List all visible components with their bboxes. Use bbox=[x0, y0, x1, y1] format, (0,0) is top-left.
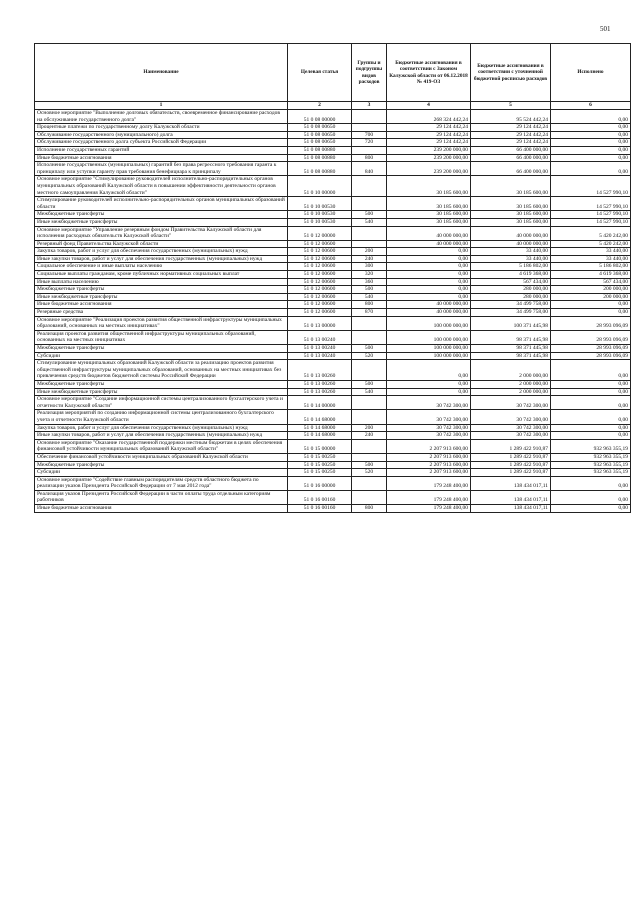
row-name: Иные выплаты населению bbox=[35, 278, 288, 286]
table-row bbox=[35, 330, 631, 344]
row-executed-amount: 5 186 802,00 bbox=[551, 263, 631, 271]
row-law-amount: 2 207 913 600,00 bbox=[387, 453, 471, 461]
row-group-code: 540 bbox=[352, 388, 387, 396]
row-name: Закупка товаров, работ и услуг для обеспечения государственных (муниципальных) нужд bbox=[35, 424, 288, 432]
row-target-code: 51 0 13 00260 bbox=[288, 360, 352, 381]
row-law-amount: 0,00 bbox=[387, 255, 471, 263]
row-group-code: 800 bbox=[352, 154, 387, 162]
row-name: Основное мероприятие "Содействие главным распорядителям средств областного бюджета по реализации указов Президента Российской Федерации от 7 мая 2012 года" bbox=[35, 476, 288, 490]
row-target-code: 51 0 08 00000 bbox=[288, 110, 352, 124]
row-executed-amount: 932 963 355,19 bbox=[551, 453, 631, 461]
table-row bbox=[35, 263, 631, 271]
row-executed-amount: 0,00 bbox=[551, 396, 631, 410]
column-number: 1 bbox=[35, 102, 288, 110]
table-row bbox=[35, 255, 631, 263]
table-row bbox=[35, 248, 631, 256]
row-executed-amount: 4 619 368,00 bbox=[551, 271, 631, 279]
row-law-amount: 100 000 000,00 bbox=[387, 352, 471, 360]
row-target-code: 51 0 12 00600 bbox=[288, 240, 352, 248]
table-row bbox=[35, 432, 631, 440]
row-refined-amount: 30 185 600,00 bbox=[471, 211, 551, 219]
row-executed-amount: 33 440,00 bbox=[551, 248, 631, 256]
table-row bbox=[35, 271, 631, 279]
row-name: Иные закупки товаров, работ и услуг для обеспечения государственных (муниципальных) нужд bbox=[35, 255, 288, 263]
row-law-amount: 29 124 442,24 bbox=[387, 131, 471, 139]
row-group-code: 520 bbox=[352, 352, 387, 360]
row-law-amount: 0,00 bbox=[387, 271, 471, 279]
row-law-amount: 30 742 300,00 bbox=[387, 410, 471, 424]
row-refined-amount: 34 499 758,00 bbox=[471, 309, 551, 317]
table-row bbox=[35, 162, 631, 176]
row-law-amount: 268 324 442,24 bbox=[387, 110, 471, 124]
row-target-code: 51 0 12 00600 bbox=[288, 309, 352, 317]
row-executed-amount: 0,00 bbox=[551, 309, 631, 317]
row-law-amount: 0,00 bbox=[387, 286, 471, 294]
row-target-code: 51 0 13 00240 bbox=[288, 330, 352, 344]
row-law-amount: 100 000 000,00 bbox=[387, 330, 471, 344]
table-row bbox=[35, 439, 631, 453]
row-executed-amount: 28 993 096,09 bbox=[551, 316, 631, 330]
row-law-amount: 0,00 bbox=[387, 293, 471, 301]
row-name: Резервный фонд Правительства Калужской области bbox=[35, 240, 288, 248]
row-executed-amount: 33 440,00 bbox=[551, 255, 631, 263]
row-executed-amount: 5 420 242,00 bbox=[551, 226, 631, 240]
row-name: Межбюджетные трансферты bbox=[35, 345, 288, 353]
row-refined-amount: 30 742 300,00 bbox=[471, 432, 551, 440]
row-executed-amount: 0,00 bbox=[551, 380, 631, 388]
row-target-code: 51 0 14 68000 bbox=[288, 432, 352, 440]
row-executed-amount: 0,00 bbox=[551, 432, 631, 440]
row-refined-amount: 95 524 442,24 bbox=[471, 110, 551, 124]
row-name: Стимулирование муниципальных образований Калужской области за реализацию проектов развития общественной инфраструктуры муниципальных образований, основанных на местных инициативах без привлечения средств бюджетов бюджетной системы Российской Федерации bbox=[35, 360, 288, 381]
row-refined-amount: 66 400 000,00 bbox=[471, 154, 551, 162]
row-executed-amount: 0,00 bbox=[551, 424, 631, 432]
row-refined-amount: 30 185 600,00 bbox=[471, 176, 551, 197]
row-executed-amount: 14 527 990,10 bbox=[551, 197, 631, 211]
row-group-code bbox=[352, 146, 387, 154]
row-executed-amount: 932 963 355,19 bbox=[551, 469, 631, 477]
row-name: Резервные средства bbox=[35, 309, 288, 317]
row-target-code: 51 0 13 00000 bbox=[288, 316, 352, 330]
row-refined-amount: 29 124 442,24 bbox=[471, 139, 551, 147]
table-row bbox=[35, 124, 631, 132]
row-target-code: 51 0 16 00000 bbox=[288, 476, 352, 490]
row-refined-amount: 280 000,00 bbox=[471, 293, 551, 301]
row-law-amount: 2 207 913 600,00 bbox=[387, 461, 471, 469]
row-name: Обслуживание государственного (муниципального) долга bbox=[35, 131, 288, 139]
row-law-amount: 30 185 600,00 bbox=[387, 176, 471, 197]
row-law-amount: 239 200 000,00 bbox=[387, 162, 471, 176]
table-row bbox=[35, 293, 631, 301]
table-row bbox=[35, 453, 631, 461]
row-law-amount: 40 000 000,00 bbox=[387, 301, 471, 309]
row-refined-amount: 2 000 000,00 bbox=[471, 380, 551, 388]
row-law-amount: 0,00 bbox=[387, 360, 471, 381]
table-row bbox=[35, 380, 631, 388]
row-refined-amount: 1 289 422 910,87 bbox=[471, 469, 551, 477]
row-target-code: 51 0 10 00530 bbox=[288, 197, 352, 211]
table-row bbox=[35, 146, 631, 154]
row-executed-amount: 5 420 242,00 bbox=[551, 240, 631, 248]
row-group-code bbox=[352, 439, 387, 453]
row-refined-amount: 40 000 000,00 bbox=[471, 226, 551, 240]
table-row bbox=[35, 301, 631, 309]
row-group-code: 300 bbox=[352, 263, 387, 271]
row-executed-amount: 0,00 bbox=[551, 360, 631, 381]
row-executed-amount: 0,00 bbox=[551, 131, 631, 139]
col-header-name: Наименование bbox=[35, 44, 288, 102]
row-executed-amount: 0,00 bbox=[551, 505, 631, 513]
row-target-code: 51 0 14 68000 bbox=[288, 410, 352, 424]
row-law-amount: 40 000 000,00 bbox=[387, 309, 471, 317]
row-group-code bbox=[352, 197, 387, 211]
row-executed-amount: 14 527 990,10 bbox=[551, 176, 631, 197]
row-target-code: 51 0 12 00600 bbox=[288, 255, 352, 263]
row-name: Стимулирование руководителей исполнительно-распорядительных органов муниципальных образований области bbox=[35, 197, 288, 211]
row-refined-amount: 2 000 000,00 bbox=[471, 360, 551, 381]
column-number-row bbox=[35, 102, 631, 110]
row-refined-amount: 98 371 445,98 bbox=[471, 352, 551, 360]
row-name: Реализация указов Президента Российской Федерации в части оплаты труда отдельным категориям работников bbox=[35, 490, 288, 504]
row-refined-amount: 1 289 422 910,87 bbox=[471, 439, 551, 453]
row-law-amount: 0,00 bbox=[387, 380, 471, 388]
row-target-code: 51 0 15 00250 bbox=[288, 453, 352, 461]
row-target-code: 51 0 13 00240 bbox=[288, 345, 352, 353]
row-name: Основное мероприятие "Реализация проектов развития общественной инфраструктуры муниципальных образований, основанных на местных инициативах" bbox=[35, 316, 288, 330]
row-group-code bbox=[352, 240, 387, 248]
col-header-groups: Группы и подгруппы видов расходов bbox=[352, 44, 387, 102]
row-law-amount: 30 185 600,00 bbox=[387, 211, 471, 219]
row-group-code: 800 bbox=[352, 505, 387, 513]
row-target-code: 51 0 13 00260 bbox=[288, 380, 352, 388]
row-name: Основное мероприятие "Выполнение долговых обязательств, своевременное финансирование расходов на обслуживание государственного долга" bbox=[35, 110, 288, 124]
table-row bbox=[35, 396, 631, 410]
row-name: Социальные выплаты гражданам, кроме публичных нормативных социальных выплат bbox=[35, 271, 288, 279]
col-header-target: Целевая статья bbox=[288, 44, 352, 102]
row-law-amount: 0,00 bbox=[387, 263, 471, 271]
row-law-amount: 40 000 000,00 bbox=[387, 240, 471, 248]
row-executed-amount: 0,00 bbox=[551, 110, 631, 124]
row-law-amount: 29 124 442,24 bbox=[387, 124, 471, 132]
row-refined-amount: 66 400 000,00 bbox=[471, 162, 551, 176]
row-target-code: 51 0 10 00000 bbox=[288, 176, 352, 197]
row-group-code bbox=[352, 410, 387, 424]
row-group-code: 500 bbox=[352, 211, 387, 219]
table-row bbox=[35, 197, 631, 211]
row-name: Субсидии bbox=[35, 469, 288, 477]
table-row bbox=[35, 490, 631, 504]
row-executed-amount: 567 434,00 bbox=[551, 278, 631, 286]
row-target-code: 51 0 12 00600 bbox=[288, 278, 352, 286]
row-name: Обеспечение финансовой устойчивости муниципальных образований Калужской области bbox=[35, 453, 288, 461]
row-target-code: 51 0 16 00160 bbox=[288, 490, 352, 504]
row-group-code bbox=[352, 226, 387, 240]
row-refined-amount: 98 371 445,98 bbox=[471, 345, 551, 353]
row-group-code: 700 bbox=[352, 131, 387, 139]
row-group-code bbox=[352, 110, 387, 124]
row-refined-amount: 138 434 017,11 bbox=[471, 476, 551, 490]
col-header-executed: Исполнено bbox=[551, 44, 631, 102]
row-name: Иные бюджетные ассигнования bbox=[35, 301, 288, 309]
row-group-code: 870 bbox=[352, 309, 387, 317]
row-group-code: 500 bbox=[352, 461, 387, 469]
row-target-code: 51 0 13 00260 bbox=[288, 388, 352, 396]
row-group-code: 540 bbox=[352, 293, 387, 301]
row-target-code: 51 0 14 00000 bbox=[288, 396, 352, 410]
row-name: Иные бюджетные ассигнования bbox=[35, 505, 288, 513]
row-name: Исполнение государственных (муниципальных) гарантий без права регрессного требования гаранта к принципалу или уступки гаранту прав требования бенефициара к принципалу bbox=[35, 162, 288, 176]
row-refined-amount: 98 371 445,98 bbox=[471, 330, 551, 344]
row-name: Основное мероприятие "Оказание государственной поддержки местным бюджетам в целях обеспечения финансовой устойчивости муниципальных образований Калужской области" bbox=[35, 439, 288, 453]
table-row bbox=[35, 360, 631, 381]
table-row bbox=[35, 154, 631, 162]
table-row bbox=[35, 410, 631, 424]
row-group-code: 800 bbox=[352, 301, 387, 309]
row-executed-amount: 14 527 990,10 bbox=[551, 218, 631, 226]
row-name: Межбюджетные трансферты bbox=[35, 211, 288, 219]
column-number: 3 bbox=[352, 102, 387, 110]
row-refined-amount: 29 124 442,24 bbox=[471, 131, 551, 139]
table-row bbox=[35, 505, 631, 513]
row-group-code: 520 bbox=[352, 469, 387, 477]
row-target-code: 51 0 12 00600 bbox=[288, 286, 352, 294]
row-executed-amount: 14 527 990,10 bbox=[551, 211, 631, 219]
row-name: Иные межбюджетные трансферты bbox=[35, 293, 288, 301]
col-header-law: Бюджетные ассигнования в соответствии с Законом Калужской области от 06.12.2018 № 419-ОЗ bbox=[387, 44, 471, 102]
row-target-code: 51 0 08 00650 bbox=[288, 124, 352, 132]
row-name: Межбюджетные трансферты bbox=[35, 461, 288, 469]
row-law-amount: 0,00 bbox=[387, 248, 471, 256]
row-law-amount: 30 185 600,00 bbox=[387, 197, 471, 211]
row-executed-amount: 0,00 bbox=[551, 146, 631, 154]
row-group-code: 240 bbox=[352, 432, 387, 440]
table-row bbox=[35, 309, 631, 317]
table-body bbox=[35, 102, 631, 513]
row-refined-amount: 280 000,00 bbox=[471, 286, 551, 294]
row-name: Иные межбюджетные трансферты bbox=[35, 218, 288, 226]
row-target-code: 51 0 12 00600 bbox=[288, 271, 352, 279]
row-executed-amount: 0,00 bbox=[551, 410, 631, 424]
row-law-amount: 100 000 000,00 bbox=[387, 316, 471, 330]
row-refined-amount: 33 440,00 bbox=[471, 255, 551, 263]
row-name: Закупка товаров, работ и услуг для обеспечения государственных (муниципальных) нужд bbox=[35, 248, 288, 256]
row-law-amount: 30 742 300,00 bbox=[387, 396, 471, 410]
table-row bbox=[35, 278, 631, 286]
row-name: Иные закупки товаров, работ и услуг для обеспечения государственных (муниципальных) нужд bbox=[35, 432, 288, 440]
row-group-code bbox=[352, 453, 387, 461]
table-row bbox=[35, 240, 631, 248]
table-row bbox=[35, 131, 631, 139]
row-name: Реализация проектов развития общественной инфраструктуры муниципальных образований, основанных на местных инициативах bbox=[35, 330, 288, 344]
row-group-code bbox=[352, 176, 387, 197]
row-group-code bbox=[352, 490, 387, 504]
table-row bbox=[35, 176, 631, 197]
table-row bbox=[35, 218, 631, 226]
row-group-code bbox=[352, 396, 387, 410]
row-target-code: 51 0 12 00600 bbox=[288, 301, 352, 309]
row-law-amount: 0,00 bbox=[387, 278, 471, 286]
row-group-code: 840 bbox=[352, 162, 387, 176]
row-executed-amount: 28 993 096,09 bbox=[551, 345, 631, 353]
row-group-code: 500 bbox=[352, 345, 387, 353]
row-executed-amount: 0,00 bbox=[551, 162, 631, 176]
row-target-code: 51 0 08 00880 bbox=[288, 162, 352, 176]
row-refined-amount: 567 434,00 bbox=[471, 278, 551, 286]
table-row bbox=[35, 352, 631, 360]
row-executed-amount: 0,00 bbox=[551, 301, 631, 309]
row-target-code: 51 0 08 00880 bbox=[288, 146, 352, 154]
row-law-amount: 179 248 400,00 bbox=[387, 505, 471, 513]
row-group-code: 240 bbox=[352, 255, 387, 263]
row-law-amount: 30 742 300,00 bbox=[387, 424, 471, 432]
table-header bbox=[35, 44, 631, 102]
table-row bbox=[35, 345, 631, 353]
row-group-code bbox=[352, 330, 387, 344]
row-name: Исполнение государственных гарантий bbox=[35, 146, 288, 154]
row-law-amount: 29 124 442,24 bbox=[387, 139, 471, 147]
row-executed-amount: 0,00 bbox=[551, 139, 631, 147]
table-row bbox=[35, 139, 631, 147]
table-row bbox=[35, 476, 631, 490]
row-name: Обслуживание государственного долга субъекта Российской Федерации bbox=[35, 139, 288, 147]
row-name: Основное мероприятие "Стимулирование руководителей исполнительно-распорядительных органов муниципальных образований Калужской области в повышении эффективности деятельности органов местного самоуправления Калужской области" bbox=[35, 176, 288, 197]
row-name: Межбюджетные трансферты bbox=[35, 380, 288, 388]
row-target-code: 51 0 08 00880 bbox=[288, 154, 352, 162]
row-executed-amount: 932 963 355,19 bbox=[551, 439, 631, 453]
row-target-code: 51 0 12 00600 bbox=[288, 263, 352, 271]
row-group-code: 500 bbox=[352, 380, 387, 388]
row-executed-amount: 0,00 bbox=[551, 388, 631, 396]
row-target-code: 51 0 08 00650 bbox=[288, 139, 352, 147]
row-refined-amount: 34 499 758,00 bbox=[471, 301, 551, 309]
row-group-code: 360 bbox=[352, 278, 387, 286]
row-group-code bbox=[352, 316, 387, 330]
row-group-code: 200 bbox=[352, 424, 387, 432]
row-refined-amount: 1 289 422 910,87 bbox=[471, 453, 551, 461]
row-executed-amount: 200 000,00 bbox=[551, 293, 631, 301]
row-target-code: 51 0 13 00240 bbox=[288, 352, 352, 360]
col-header-refined: Бюджетные ассигнования в соответствии с уточненной бюджетной росписью расходов bbox=[471, 44, 551, 102]
row-executed-amount: 0,00 bbox=[551, 476, 631, 490]
row-name: Социальное обеспечение и иные выплаты населению bbox=[35, 263, 288, 271]
row-group-code: 500 bbox=[352, 286, 387, 294]
table-row bbox=[35, 316, 631, 330]
row-refined-amount: 30 185 600,00 bbox=[471, 218, 551, 226]
row-name: Реализация мероприятий по созданию информационной системы централизованного бухгалтерского учета и отчетности Калужской области bbox=[35, 410, 288, 424]
row-name: Субсидии bbox=[35, 352, 288, 360]
table-row bbox=[35, 286, 631, 294]
row-refined-amount: 4 619 368,00 bbox=[471, 271, 551, 279]
row-refined-amount: 138 434 017,11 bbox=[471, 490, 551, 504]
row-refined-amount: 29 124 442,24 bbox=[471, 124, 551, 132]
row-executed-amount: 200 000,00 bbox=[551, 286, 631, 294]
row-law-amount: 0,00 bbox=[387, 388, 471, 396]
row-name: Основное мероприятие "Управление резервным фондом Правительства Калужской области для исполнения расходных обязательств Калужской области" bbox=[35, 226, 288, 240]
row-name: Межбюджетные трансферты bbox=[35, 286, 288, 294]
row-executed-amount: 0,00 bbox=[551, 124, 631, 132]
row-refined-amount: 66 400 000,00 bbox=[471, 146, 551, 154]
table-row bbox=[35, 469, 631, 477]
row-target-code: 51 0 15 00250 bbox=[288, 469, 352, 477]
row-group-code bbox=[352, 360, 387, 381]
row-law-amount: 179 248 400,00 bbox=[387, 490, 471, 504]
row-executed-amount: 0,00 bbox=[551, 154, 631, 162]
row-refined-amount: 1 289 422 910,87 bbox=[471, 461, 551, 469]
row-group-code bbox=[352, 124, 387, 132]
row-target-code: 51 0 15 00000 bbox=[288, 439, 352, 453]
row-refined-amount: 5 186 802,00 bbox=[471, 263, 551, 271]
row-refined-amount: 30 742 300,00 bbox=[471, 424, 551, 432]
row-name: Процентные платежи по государственному долгу Калужской области bbox=[35, 124, 288, 132]
row-refined-amount: 2 000 000,00 bbox=[471, 388, 551, 396]
row-group-code: 320 bbox=[352, 271, 387, 279]
row-group-code bbox=[352, 476, 387, 490]
row-target-code: 51 0 15 00250 bbox=[288, 461, 352, 469]
row-refined-amount: 40 000 000,00 bbox=[471, 240, 551, 248]
row-executed-amount: 28 993 096,09 bbox=[551, 352, 631, 360]
table-row bbox=[35, 211, 631, 219]
table-row bbox=[35, 424, 631, 432]
row-law-amount: 2 207 913 600,00 bbox=[387, 439, 471, 453]
row-law-amount: 179 248 400,00 bbox=[387, 476, 471, 490]
column-number: 4 bbox=[387, 102, 471, 110]
row-executed-amount: 932 963 355,19 bbox=[551, 461, 631, 469]
row-law-amount: 100 000 000,00 bbox=[387, 345, 471, 353]
row-target-code: 51 0 14 68000 bbox=[288, 424, 352, 432]
row-law-amount: 30 742 300,00 bbox=[387, 432, 471, 440]
row-name: Иные бюджетные ассигнования bbox=[35, 154, 288, 162]
row-target-code: 51 0 10 00530 bbox=[288, 218, 352, 226]
row-target-code: 51 0 12 00000 bbox=[288, 226, 352, 240]
row-law-amount: 40 000 000,00 bbox=[387, 226, 471, 240]
row-executed-amount: 0,00 bbox=[551, 490, 631, 504]
column-number: 2 bbox=[288, 102, 352, 110]
row-law-amount: 2 207 913 600,00 bbox=[387, 469, 471, 477]
table-row bbox=[35, 461, 631, 469]
column-number: 5 bbox=[471, 102, 551, 110]
row-group-code: 720 bbox=[352, 139, 387, 147]
row-group-code: 200 bbox=[352, 248, 387, 256]
row-target-code: 51 0 16 00160 bbox=[288, 505, 352, 513]
row-law-amount: 30 185 600,00 bbox=[387, 218, 471, 226]
table-row bbox=[35, 110, 631, 124]
column-number: 6 bbox=[551, 102, 631, 110]
row-law-amount: 239 200 000,00 bbox=[387, 146, 471, 154]
table-row bbox=[35, 226, 631, 240]
row-target-code: 51 0 08 00650 bbox=[288, 131, 352, 139]
page-number: 501 bbox=[600, 25, 611, 33]
row-law-amount: 239 200 000,00 bbox=[387, 154, 471, 162]
row-executed-amount: 28 993 096,09 bbox=[551, 330, 631, 344]
row-target-code: 51 0 12 00600 bbox=[288, 248, 352, 256]
row-name: Иные межбюджетные трансферты bbox=[35, 388, 288, 396]
row-target-code: 51 0 10 00530 bbox=[288, 211, 352, 219]
row-refined-amount: 30 742 300,00 bbox=[471, 396, 551, 410]
row-group-code: 540 bbox=[352, 218, 387, 226]
row-refined-amount: 30 742 300,00 bbox=[471, 410, 551, 424]
table-row bbox=[35, 388, 631, 396]
row-refined-amount: 30 185 600,00 bbox=[471, 197, 551, 211]
row-refined-amount: 100 371 445,98 bbox=[471, 316, 551, 330]
budget-table bbox=[34, 43, 631, 513]
row-target-code: 51 0 12 00600 bbox=[288, 293, 352, 301]
row-refined-amount: 138 434 017,11 bbox=[471, 505, 551, 513]
row-refined-amount: 33 440,00 bbox=[471, 248, 551, 256]
row-name: Основное мероприятие "Создание информационной системы централизованного бухгалтерского учета и отчетности Калужской области" bbox=[35, 396, 288, 410]
